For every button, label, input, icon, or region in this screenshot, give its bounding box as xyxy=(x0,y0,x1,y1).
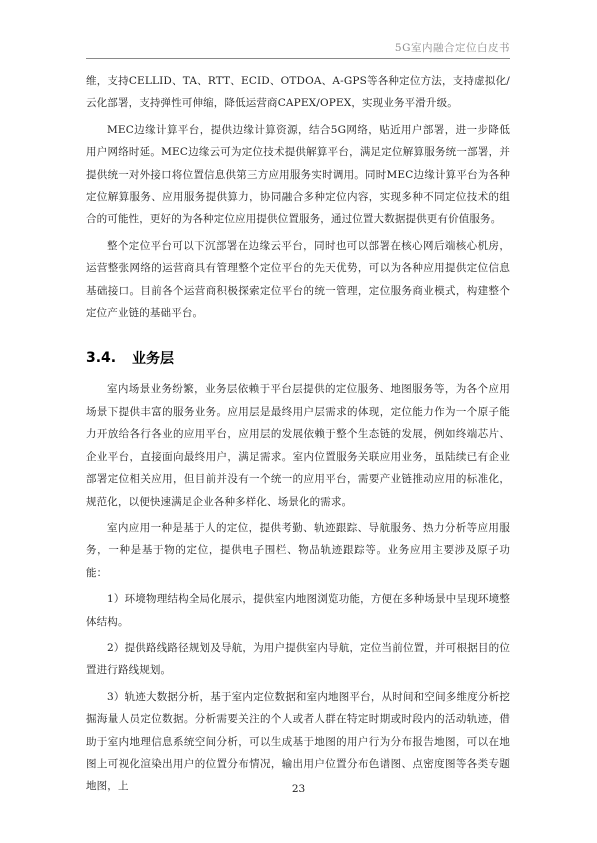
page-header xyxy=(86,38,510,59)
paragraph-group-top xyxy=(86,70,510,324)
body-paragraph: 1）环境物理结构全局化展示，提供室内地图浏览功能，方便在多种场景中呈现环境整体结构。 xyxy=(86,593,510,628)
body-paragraph: 维，支持CELLID、TA、RTT、ECID、OTDOA、A-GPS等各种定位方法，支持虚拟化/云化部署，支持弹性可伸缩，降低运营商CAPEX/OPEX，实现业务平滑升级。 xyxy=(86,75,510,110)
header-title: 5G室内融合定位白皮书 xyxy=(394,42,510,54)
page-number: 23 xyxy=(291,783,306,795)
body-paragraph: MEC边缘计算平台，提供边缘计算资源，结合5G网络，贴近用户部署，进一步降低用户网络时延。MEC边缘云可为定位技术提供解算平台，满足定位解算服务统一部署，并提供统一对外接口将位置信息供第三方应用服务实时调用。同时MEC边缘计算平台为各种定位解算服务、应用服务提供算力，协同融合多种定位内容，实现多种不同定位技术的组合的可能性，更好的为各种定位应用提供位置服务，通过位置大数据提供更有价值服务。 xyxy=(86,123,510,226)
page-content xyxy=(86,70,510,802)
body-paragraph: 3）轨迹大数据分析，基于室内定位数据和室内地图平台，从时间和空间多维度分析挖掘海量人员定位数据。分析需要关注的个人或者人群在特定时期或时段内的活动轨迹，借助于室内地理信息系统空间分析，可以生成基于地图的用户行为分布报告地图，可以在地图上可视化渲染出用户的位置分布情况，输出用户位置分布色谱图、点密度图等各类专题地图，上 xyxy=(86,690,510,793)
body-paragraph: 室内应用一种是基于人的定位，提供考勤、轨迹跟踪、导航服务、热力分析等应用服务，一种是基于物的定位，提供电子围栏、物品轨迹跟踪等。业务应用主要涉及原子功能： xyxy=(86,521,510,579)
section-title: 业务层 xyxy=(132,351,174,368)
body-paragraph: 整个定位平台可以下沉部署在边缘云平台，同时也可以部署在核心网后端核心机房，运营整张网络的运营商具有管理整个定位平台的先天优势，可以为各种应用提供定位信息基础接口。目前各个运营商积极探索定位平台的统一管理，定位服务商业模式，构建整个定位产业链的基础平台。 xyxy=(86,239,510,320)
body-paragraph: 2）提供路线路径规划及导航，为用户提供室内导航，定位当前位置，并可根据目的位置进行路线规划。 xyxy=(86,641,510,677)
body-paragraph: 室内场景业务纷繁，业务层依赖于平台层提供的定位服务、地图服务等，为各个应用场景下提供丰富的服务业务。应用层是最终用户层需求的体现，定位能力作为一个原子能力开放给各行各业的应用平台，应用层的发展依赖于整个生态链的发展，例如终端芯片、企业平台，直接面向最终用户，满足需求。室内位置服务关联应用业务，虽陆续已有企业部署定位相关应用，但目前并没有一个统一的应用平台，需要产业链推动应用的标准化，规范化，以便快速满足企业各种多样化、场景化的需求。 xyxy=(86,383,510,508)
section-heading xyxy=(86,346,510,370)
paragraph-group-bottom xyxy=(86,378,510,797)
section-number: 3.4. xyxy=(86,350,117,367)
